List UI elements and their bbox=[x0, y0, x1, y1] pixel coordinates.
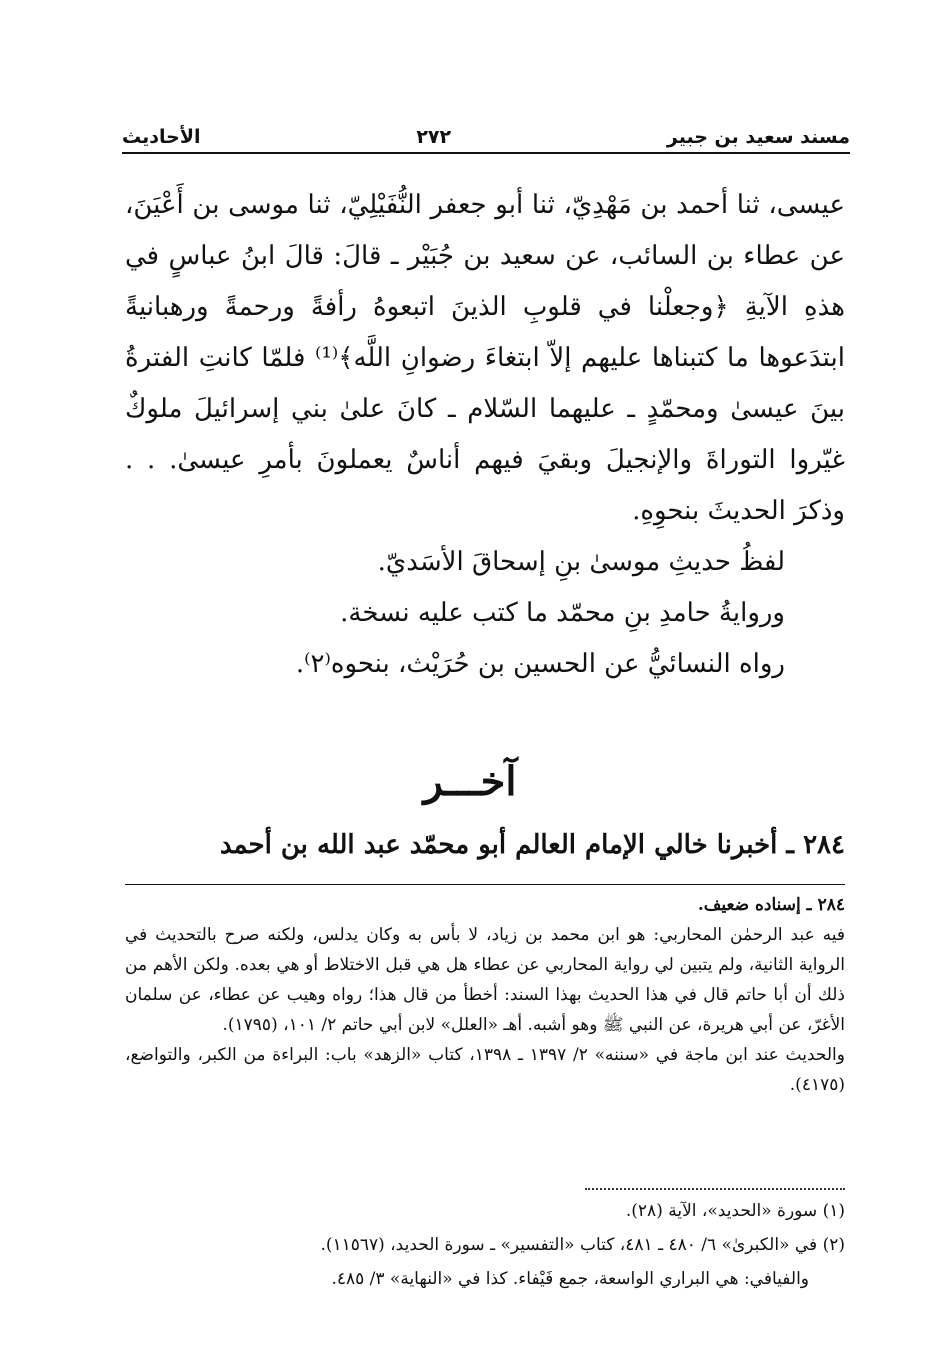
section-title: آخـــر bbox=[423, 758, 517, 805]
main-text bbox=[125, 180, 845, 690]
hadith-start-line: ٢٨٤ ـ أخبرنا خالي الإمام العالم أبو محمّد عبد الله بن أحمد bbox=[219, 830, 845, 860]
text-line: وروايةُ حامدِ بنِ محمّد ما كتب عليه نسخة. bbox=[340, 598, 785, 628]
book-title: مسند سعيد بن جبير bbox=[666, 126, 850, 148]
footnote-divider bbox=[125, 884, 845, 885]
text-line: رواه النسائيُّ عن الحسين بن حُرَيْث، بنحوه⁽٢⁾. bbox=[295, 649, 785, 679]
running-header bbox=[122, 118, 850, 154]
note-item: (٢) في «الكبرىٰ» ٦/ ٤٨٠ ـ ٤٨١، كتاب «التفسير» ـ سورة الحديد، (١١٥٦٧). bbox=[320, 1235, 845, 1255]
note-item: (١) سورة «الحديد»، الآية (٢٨). bbox=[625, 1201, 845, 1221]
note-item: والفيافي: هي البراري الواسعة، جمع فَيْفاء. كذا في «النهاية» ٣/ ٤٨٥. bbox=[331, 1269, 809, 1289]
endnotes bbox=[125, 1194, 845, 1296]
notes-separator bbox=[585, 1188, 845, 1190]
text-line: لفظُ حديثِ موسىٰ بنِ إسحاقَ الأسَديّ. bbox=[377, 547, 785, 577]
main-paragraph: عيسى، ثنا أحمد بن مَهْدِيّ، ثنا أبو جعفر النُّفَيْلِيّ، ثنا موسى بن أَعْيَنَ، عن عطاء بن السائب، عن سعيد بن جُبَيْر ـ قالَ: قالَ ابنُ عباسٍ في هذهِ الآيةِ ﴿وجعلْنا في قلوبِ الذينَ اتبعوهُ رأفةً ورحمةً ورهبانيةً ابتدَعوها ما كتبناها عليهم إلاّ ابتغاءَ رضوانِ اللَّه﴾⁽¹⁾ فلمّا كانتِ الفترةُ بينَ عيسىٰ ومحمّدٍ ـ عليهما السّلام ـ كانَ علىٰ بني إسرائيلَ ملوكٌ غيّروا التوراةَ والإنجيلَ وبقيَ فيهم أناسٌ يعملونَ بأمرِ عيسىٰ. . . وذكرَ الحديثَ بنحوِهِ. bbox=[125, 190, 845, 526]
footnote-block bbox=[125, 890, 845, 1100]
footnote-heading: ٢٨٤ ـ إسناده ضعيف. bbox=[697, 895, 845, 915]
section-name: الأحاديث bbox=[122, 126, 201, 148]
footnote-paragraph: والحديث عند ابن ماجة في «سننه» ٢/ ١٣٩٧ ـ ١٣٩٨، كتاب «الزهد» باب: البراءة من الكبر، والتواضع، (٤١٧٥). bbox=[125, 1045, 845, 1095]
footnote-paragraph: فيه عبد الرحمٰن المحاربي: هو ابن محمد بن زياد، لا بأس به وكان يدلس، ولكنه صرح بالتحديث في الرواية الثانية، ولم يتبين لي رواية المحاربي عن عطاء هل هي قبل الاختلاط أو هي بعده. ولكن الأهم من ذلك أن أبا حاتم قال في هذا الحديث بهذا السند: أخطأ من قال هذا؛ رواه وهيب عن عطاء، عن سلمان الأغرّ، عن أبي هريرة، عن النبي ﷺ وهو أشبه. أهـ «العلل» لابن أبي حاتم ٢/ ١٠١، (١٧٩٥). bbox=[125, 925, 845, 1035]
page-number: ٢٧٢ bbox=[416, 126, 452, 148]
